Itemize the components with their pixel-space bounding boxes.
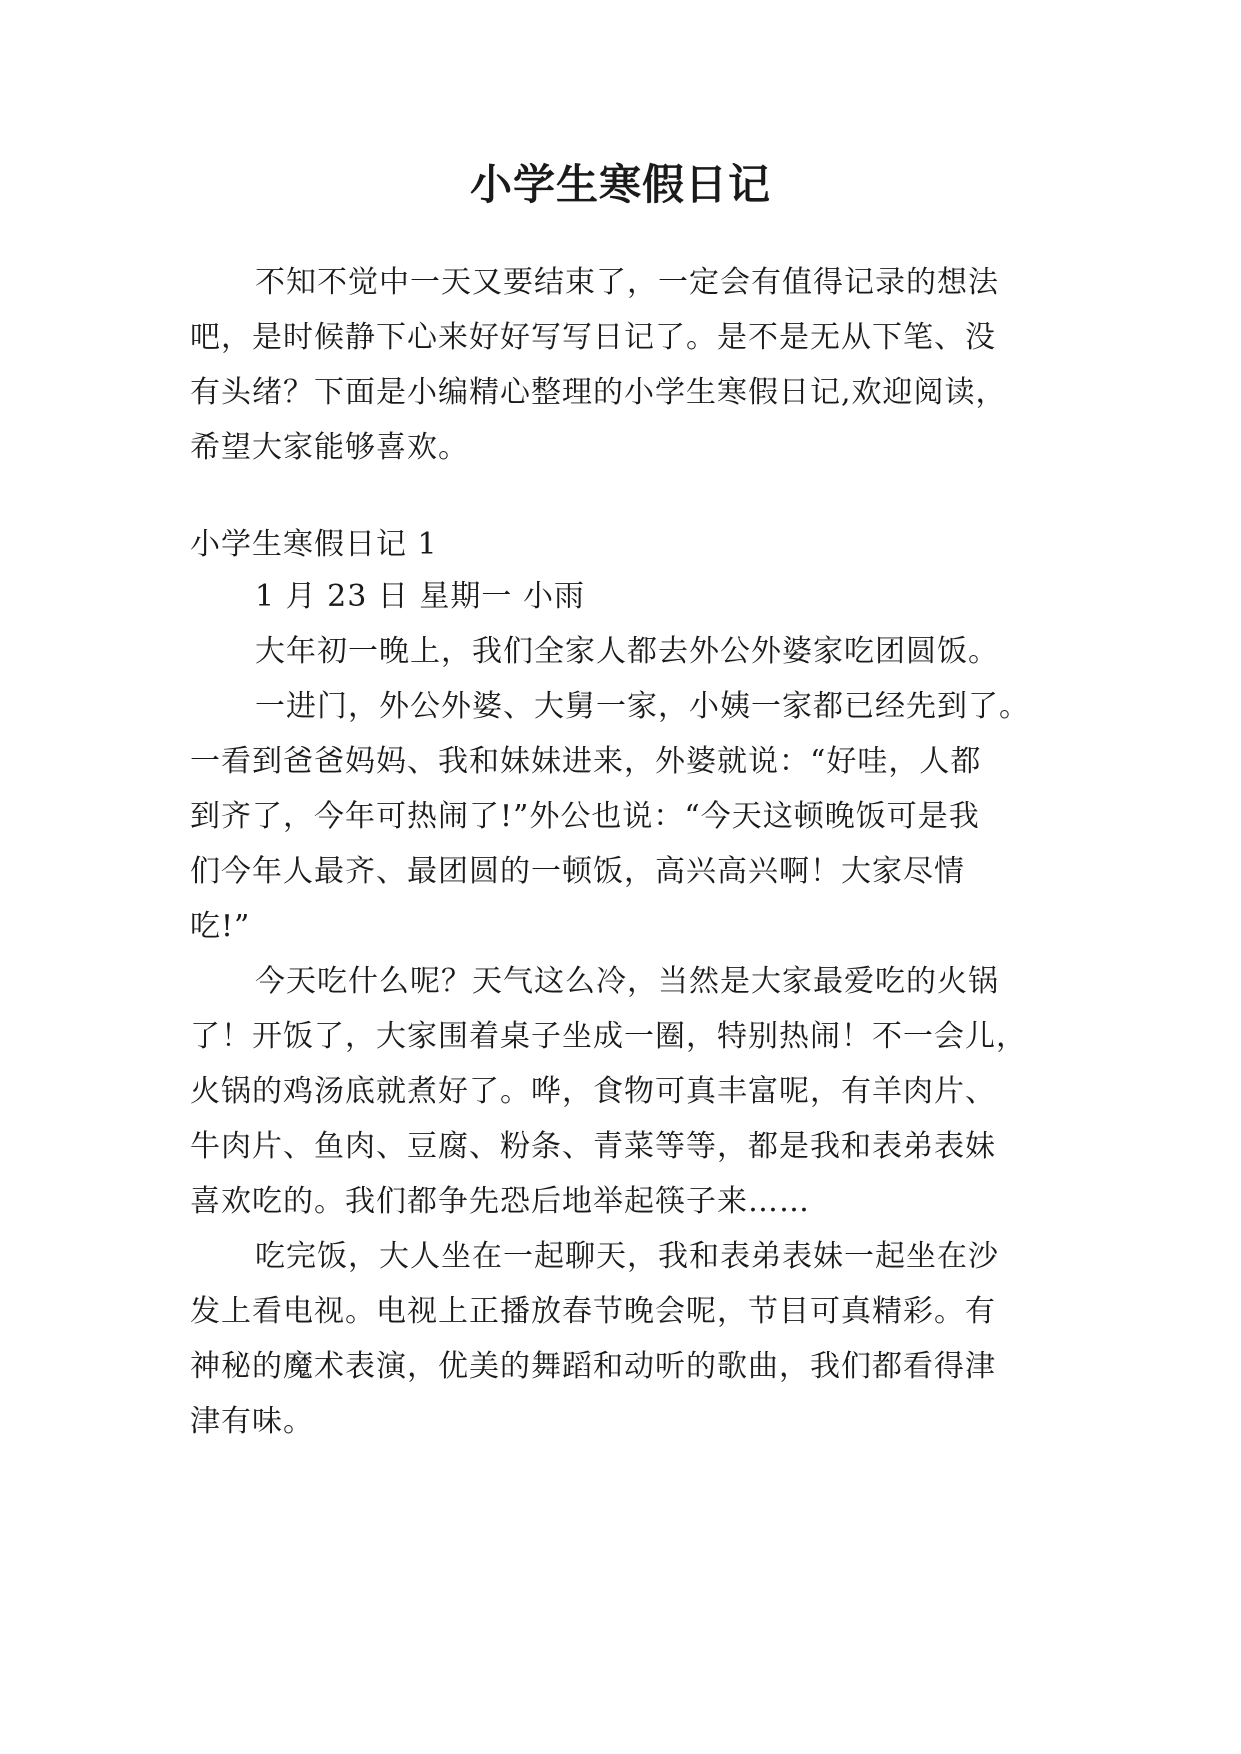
body-line: 大年初一晚上，我们全家人都去外公外婆家吃团圆饭。: [255, 634, 999, 669]
body-line: 喜欢吃的。我们都争先恐后地举起筷子来……: [190, 1184, 810, 1219]
body-line: 到齐了，今年可热闹了!”外公也说：“今天这顿晚饭可是我: [190, 799, 980, 834]
body-line: 牛肉片、鱼肉、豆腐、粉条、青菜等等，都是我和表弟表妹: [190, 1129, 996, 1164]
body-line: 神秘的魔术表演，优美的舞蹈和动听的歌曲，我们都看得津: [190, 1349, 996, 1384]
body-line: 吃完饭，大人坐在一起聊天，我和表弟表妹一起坐在沙: [255, 1239, 999, 1274]
intro-line: 吧，是时候静下心来好好写写日记了。是不是无从下笔、没: [190, 320, 996, 355]
body-line: 津有味。: [190, 1404, 314, 1439]
section-heading: 小学生寒假日记 1: [190, 527, 438, 562]
intro-line: 不知不觉中一天又要结束了，一定会有值得记录的想法: [255, 265, 999, 300]
date-line: 1 月 23 日 星期一 小雨: [255, 579, 585, 614]
body-line: 今天吃什么呢？天气这么冷，当然是大家最爱吃的火锅: [255, 964, 999, 999]
body-line: 一看到爸爸妈妈、我和妹妹进来，外婆就说：“好哇，人都: [190, 744, 982, 779]
intro-line: 有头绪？下面是小编精心整理的小学生寒假日记,欢迎阅读，: [190, 375, 1007, 410]
body-line: 们今年人最齐、最团圆的一顿饭，高兴高兴啊！大家尽情: [190, 854, 965, 889]
intro-line: 希望大家能够喜欢。: [190, 430, 469, 465]
body-line: 吃!”: [190, 909, 251, 944]
body-line: 一进门，外公外婆、大舅一家，小姨一家都已经先到了。: [255, 689, 1030, 724]
body-line: 发上看电视。电视上正播放春节晚会呢，节目可真精彩。有: [190, 1294, 996, 1329]
body-line: 火锅的鸡汤底就煮好了。哗，食物可真丰富呢，有羊肉片、: [190, 1074, 996, 1109]
body-line: 了！开饭了，大家围着桌子坐成一圈，特别热闹！不一会儿，: [190, 1019, 1027, 1054]
document-title: 小学生寒假日记: [469, 160, 771, 209]
